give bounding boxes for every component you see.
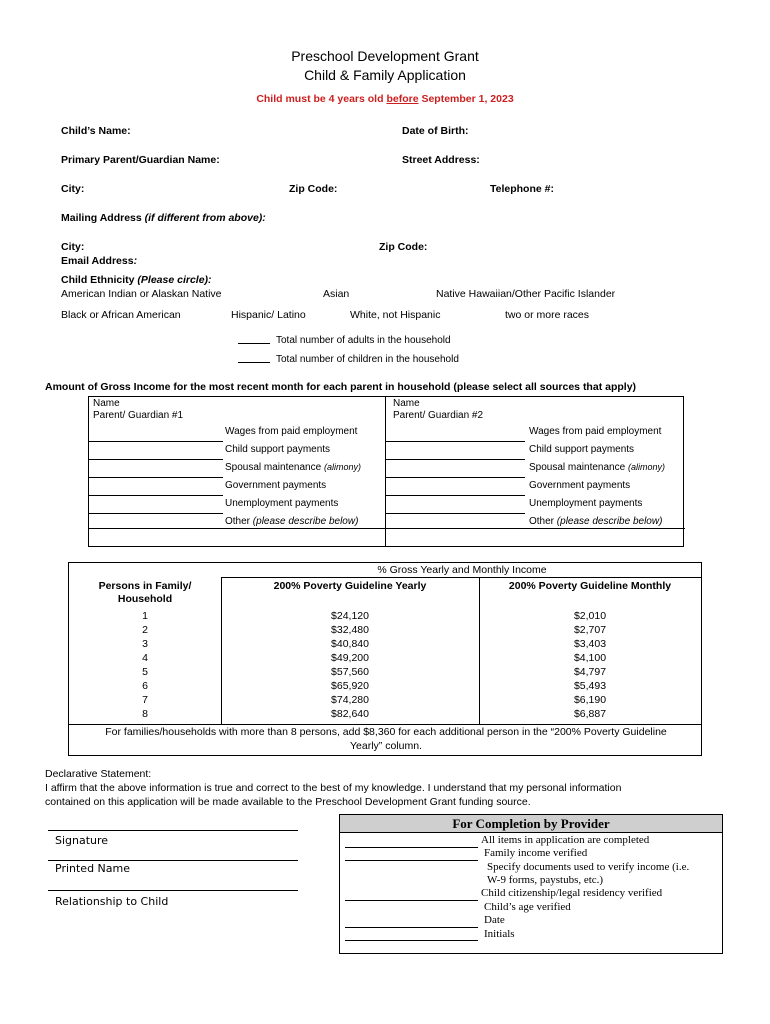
provider-item-docs: W-9 forms, paystubs, etc.) (487, 874, 604, 886)
children-count-field[interactable] (238, 352, 459, 365)
parent-name-label: Primary Parent/Guardian Name: (61, 154, 220, 166)
adults-count-label: Total number of adults in the household (276, 335, 451, 346)
monthly-cell: $6,887 (573, 708, 607, 720)
monthly-cell: $4,100 (573, 652, 607, 664)
ethnicity-option[interactable]: Asian (323, 288, 350, 300)
city-label: City: (61, 183, 85, 195)
yearly-cell: $57,560 (331, 666, 369, 678)
monthly-cell: $4,797 (573, 666, 607, 678)
yearly-cell: $74,280 (331, 694, 369, 706)
provider-item-age: Child’s age verified (484, 901, 571, 913)
ethnicity-option[interactable]: Native Hawaiian/Other Pacific Islander (436, 288, 616, 300)
parent1-label: Parent/ Guardian #1 (93, 410, 184, 421)
declarative-heading: Declarative Statement: (45, 768, 152, 780)
ethnicity-option[interactable]: White, not Hispanic (350, 309, 441, 321)
provider-item-date: Date (484, 914, 505, 926)
ethnicity-option[interactable]: Black or African American (61, 309, 181, 321)
ethnicity-label: Child Ethnicity (Please circle): (61, 274, 212, 286)
p2-source-other[interactable]: Other (please describe below) (529, 516, 663, 527)
children-count-label: Total number of children in the household (276, 354, 459, 365)
provider-item-completed: All items in application are completed (481, 834, 650, 846)
yearly-cell: $40,840 (331, 638, 369, 650)
yearly-cell: $49,200 (331, 652, 369, 664)
ethnicity-option[interactable]: American Indian or Alaskan Native (61, 288, 222, 300)
income-heading: Amount of Gross Income for the most recent month for each parent in household (please select all sources that apply) (45, 381, 637, 393)
monthly-cell: $2,010 (573, 610, 607, 622)
poverty-guideline-table (68, 562, 702, 756)
persons-cell: 8 (142, 708, 148, 720)
signature-label: Signature (55, 834, 109, 847)
monthly-cell: $6,190 (573, 694, 607, 706)
form-title-line1: Preschool Development Grant (291, 48, 479, 64)
poverty-top-header: % Gross Yearly and Monthly Income (377, 564, 547, 576)
income-table (88, 396, 684, 547)
parent2-label: Parent/ Guardian #2 (393, 410, 484, 421)
dob-label: Date of Birth: (402, 125, 469, 137)
monthly-cell: $2,707 (573, 624, 607, 636)
form-title-line2: Child & Family Application (304, 67, 466, 83)
monthly-cell: $3,403 (573, 638, 607, 650)
ethnicity-option[interactable]: Hispanic/ Latino (231, 309, 306, 321)
persons-cell: 4 (142, 652, 148, 664)
yearly-cell: $32,480 (331, 624, 369, 636)
zip-label: Zip Code: (289, 183, 338, 195)
p2-source-government[interactable]: Government payments (529, 480, 631, 491)
p1-source-wages[interactable]: Wages from paid employment (225, 426, 358, 437)
p2-source-unemployment[interactable]: Unemployment payments (529, 498, 643, 509)
ethnicity-option[interactable]: two or more races (505, 309, 590, 321)
persons-cell: 7 (142, 694, 148, 706)
monthly-header: 200% Poverty Guideline Monthly (508, 580, 672, 592)
street-label: Street Address: (402, 154, 480, 166)
yearly-cell: $82,640 (331, 708, 369, 720)
p2-source-child-support[interactable]: Child support payments (529, 444, 635, 455)
city2-label: City: (61, 241, 85, 253)
p1-source-unemployment[interactable]: Unemployment payments (225, 498, 339, 509)
declarative-line1: I affirm that the above information is true and correct to the best of my knowledge. I understand that my personal information (45, 782, 622, 794)
provider-heading: For Completion by Provider (340, 815, 722, 833)
provider-item-income: Family income verified (484, 847, 588, 859)
zip2-label: Zip Code: (379, 241, 428, 253)
persons-cell: 3 (142, 638, 148, 650)
printed-name-label: Printed Name (55, 862, 131, 875)
persons-header-1: Persons in Family/ (98, 580, 192, 592)
provider-item-specify: Specify documents used to verify income (i.e. (487, 861, 690, 873)
p1-source-spousal[interactable]: Spousal maintenance (alimony) (225, 462, 361, 473)
child-name-label: Child’s Name: (61, 125, 131, 137)
mailing-address-label: Mailing Address (if different from above): (61, 212, 266, 224)
persons-cell: 6 (142, 680, 148, 692)
declarative-line2: contained on this application will be made available to the Preschool Development Grant funding source. (45, 796, 531, 808)
relationship-label: Relationship to Child (55, 895, 169, 908)
adults-count-field[interactable] (238, 333, 451, 346)
p1-source-other[interactable]: Other (please describe below) (225, 516, 359, 527)
provider-box (339, 814, 723, 954)
persons-header-2: Household (117, 593, 173, 605)
age-notice: Child must be 4 years old before September 1, 2023 (256, 93, 514, 105)
name-label-1: Name (93, 398, 120, 409)
persons-cell: 2 (142, 624, 148, 636)
p1-source-government[interactable]: Government payments (225, 480, 327, 491)
name-label-2: Name (393, 398, 420, 409)
provider-item-citizenship: Child citizenship/legal residency verified (481, 887, 663, 899)
p1-source-child-support[interactable]: Child support payments (225, 444, 331, 455)
provider-item-initials: Initials (484, 928, 515, 940)
persons-cell: 1 (142, 610, 148, 622)
p2-source-wages[interactable]: Wages from paid employment (529, 426, 662, 437)
p2-source-spousal[interactable]: Spousal maintenance (alimony) (529, 462, 665, 473)
persons-cell: 5 (142, 666, 148, 678)
phone-label: Telephone #: (490, 183, 554, 195)
poverty-footnote-2: Yearly” column. (350, 740, 422, 752)
poverty-footnote-1: For families/households with more than 8 persons, add $8,360 for each additional person in the “200% Poverty Guideline (105, 726, 667, 738)
yearly-cell: $65,920 (331, 680, 369, 692)
monthly-cell: $5,493 (573, 680, 607, 692)
yearly-cell: $24,120 (331, 610, 369, 622)
yearly-header: 200% Poverty Guideline Yearly (273, 580, 427, 592)
email-label: Email Address: (61, 255, 138, 267)
